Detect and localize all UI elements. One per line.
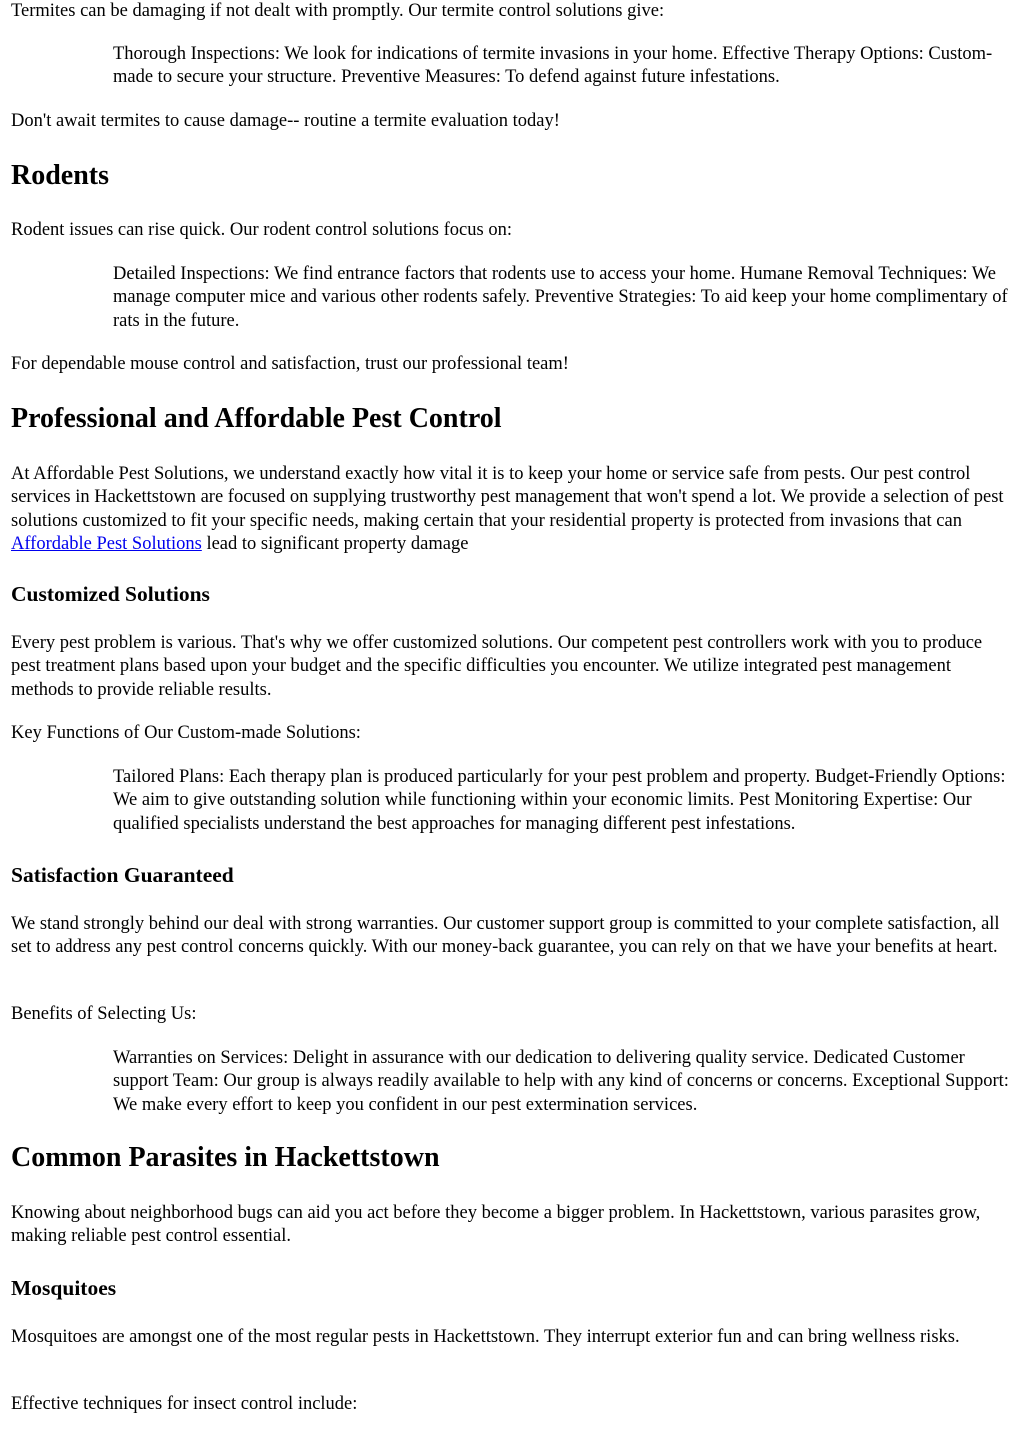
affordable-pest-solutions-link[interactable]: Affordable Pest Solutions bbox=[11, 533, 202, 554]
customized-features-quote: Tailored Plans: Each therapy plan is produced particularly for your pest problem and property. Budget-Friendly Options: We aim to give outstanding solution while functioning within your economic limits. Pest Monitoring Expertise: Our qualified specialists understand the best approaches for managing different pest infestations. bbox=[113, 767, 1006, 834]
rodents-services-quote: Detailed Inspections: We find entrance factors that rodents use to access your home. Humane Removal Techniques: We manage computer mice and various other rodents safely. Preventive Strategies: To aid keep your home complimentary of rats in the future. bbox=[113, 264, 1008, 331]
mosquitoes-techniques-intro: Effective techniques for insect control include: bbox=[11, 1394, 358, 1414]
mosquitoes-heading: Mosquitoes bbox=[11, 1276, 117, 1300]
parasites-paragraph: Knowing about neighborhood bugs can aid you act before they become a bigger problem. In Hackettstown, various parasites grow, making reliable pest control essential. bbox=[11, 1203, 981, 1247]
professional-text-after-link: lead to significant property damage bbox=[201, 533, 469, 554]
satisfaction-heading: Satisfaction Guaranteed bbox=[11, 863, 234, 887]
professional-paragraph bbox=[11, 463, 1014, 556]
termites-outro: Don't await termites to cause damage-- routine a termite evaluation today! bbox=[11, 111, 560, 131]
customized-features-intro: Key Functions of Our Custom-made Solutions: bbox=[11, 723, 361, 743]
customized-paragraph: Every pest problem is various. That's why we offer customized solutions. Our competent pest controllers work with you to produce pest treatment plans based upon your budget and the specific difficulties you encounter. We utilize integrated pest management methods to provide reliable results. bbox=[11, 633, 983, 700]
termites-services-quote: Thorough Inspections: We look for indications of termite invasions in your home. Effective Therapy Options: Custom-made to secure your structure. Preventive Measures: To defend against future infestations. bbox=[113, 44, 993, 88]
parasites-heading: Common Parasites in Hackettstown bbox=[11, 1142, 440, 1173]
rodents-heading: Rodents bbox=[11, 160, 110, 191]
rodents-intro: Rodent issues can rise quick. Our rodent control solutions focus on: bbox=[11, 220, 512, 240]
professional-text-before-link: At Affordable Pest Solutions, we understand exactly how vital it is to keep your home or service safe from pests. Our pest control services in Hackettstown are focused on supplying trustworthy pest management that won't spend a lot. We provide a selection of pest solutions customized to fit your specific needs, making certain that your residential property is protected from invasions that can bbox=[11, 464, 1004, 531]
professional-heading: Professional and Affordable Pest Control bbox=[11, 403, 502, 434]
satisfaction-benefits-intro: Benefits of Selecting Us: bbox=[11, 1004, 197, 1024]
mosquitoes-paragraph: Mosquitoes are amongst one of the most regular pests in Hackettstown. They interrupt exterior fun and can bring wellness risks. bbox=[11, 1327, 960, 1347]
satisfaction-paragraph: We stand strongly behind our deal with strong warranties. Our customer support group is committed to your complete satisfaction, all set to address any pest control concerns quickly. With our money-back guarantee, you can rely on that we have your benefits at heart. bbox=[11, 914, 1000, 958]
rodents-outro: For dependable mouse control and satisfaction, trust our professional team! bbox=[11, 354, 569, 374]
satisfaction-benefits-quote: Warranties on Services: Delight in assurance with our dedication to delivering quality service. Dedicated Customer support Team: Our group is always readily available to help with any kind of concerns or concerns. Exceptional Support: We make every effort to keep you confident in our pest extermination services. bbox=[113, 1048, 1009, 1115]
termites-intro: Termites can be damaging if not dealt with promptly. Our termite control solutions give: bbox=[11, 1, 665, 21]
customized-heading: Customized Solutions bbox=[11, 582, 210, 606]
